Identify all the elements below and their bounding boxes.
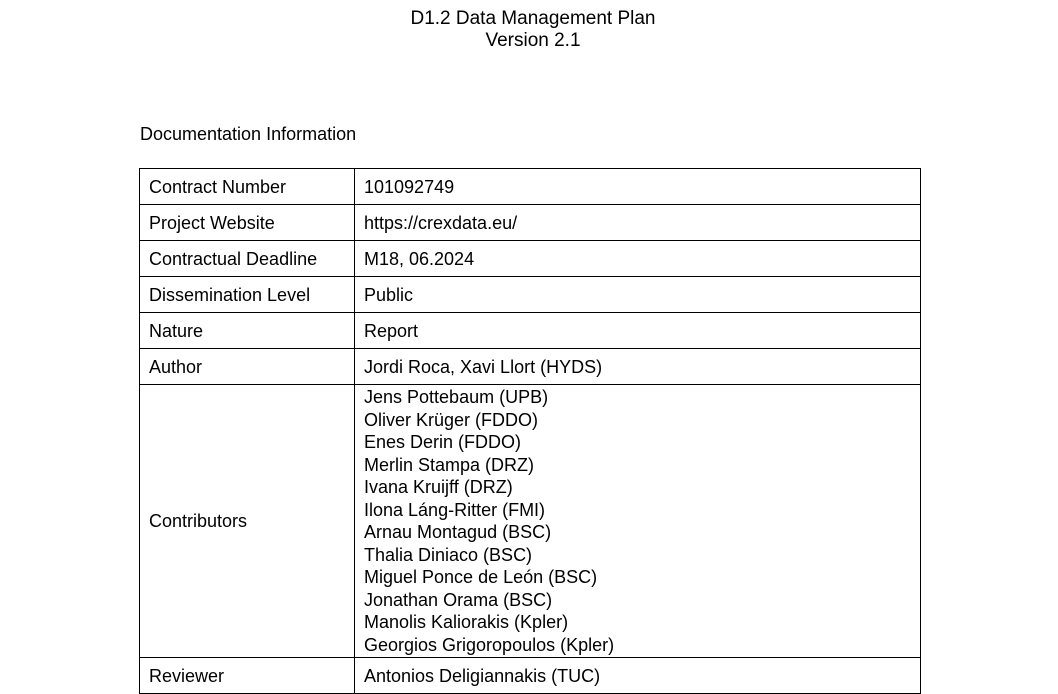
contract-number-value: 101092749 <box>355 169 921 205</box>
author-label: Author <box>140 349 355 385</box>
table-row <box>140 349 921 385</box>
dissemination-level-label: Dissemination Level <box>140 277 355 313</box>
contributor-name: Arnau Montagud (BSC) <box>364 522 552 542</box>
table-row <box>140 241 921 277</box>
contributor-name: Manolis Kaliorakis (Kpler) <box>364 612 569 632</box>
contributor-name: Georgios Grigoropoulos (Kpler) <box>364 634 615 655</box>
nature-label: Nature <box>140 313 355 349</box>
contributor-name: Thalia Diniaco (BSC) <box>364 544 533 565</box>
documentation-info-table <box>139 168 921 694</box>
contributor-name: Jens Pottebaum (UPB) <box>364 387 549 407</box>
contributor-name: Jonathan Orama (BSC) <box>364 589 553 610</box>
project-website-label: Project Website <box>140 205 355 241</box>
contractual-deadline-label: Contractual Deadline <box>140 241 355 277</box>
contributor-name: Ivana Kruijff (DRZ) <box>364 477 513 497</box>
contributors-label: Contributors <box>140 385 355 658</box>
table-row <box>140 385 921 658</box>
section-heading: Documentation Information <box>140 124 357 144</box>
dissemination-level-value: Public <box>355 277 921 313</box>
reviewer-value: Antonios Deligiannakis (TUC) <box>355 658 921 694</box>
table-row <box>140 313 921 349</box>
nature-value: Report <box>355 313 921 349</box>
contributor-name: Miguel Ponce de León (BSC) <box>364 567 598 587</box>
document-header <box>0 8 1058 52</box>
table-row <box>140 169 921 205</box>
contributor-name: Merlin Stampa (DRZ) <box>364 454 535 475</box>
contributor-name: Oliver Krüger (FDDO) <box>364 409 539 430</box>
reviewer-label: Reviewer <box>140 658 355 694</box>
author-value: Jordi Roca, Xavi Llort (HYDS) <box>355 349 921 385</box>
contract-number-label: Contract Number <box>140 169 355 205</box>
contributors-value <box>355 385 921 658</box>
project-website-value: https://crexdata.eu/ <box>355 205 921 241</box>
contributor-name: Ilona Láng-Ritter (FMI) <box>364 499 546 520</box>
table-row <box>140 277 921 313</box>
document-title: D1.2 Data Management Plan <box>410 8 656 29</box>
table-row <box>140 658 921 694</box>
document-version: Version 2.1 <box>485 30 581 51</box>
contributor-name: Enes Derin (FDDO) <box>364 432 522 452</box>
contractual-deadline-value: M18, 06.2024 <box>355 241 921 277</box>
table-row <box>140 205 921 241</box>
